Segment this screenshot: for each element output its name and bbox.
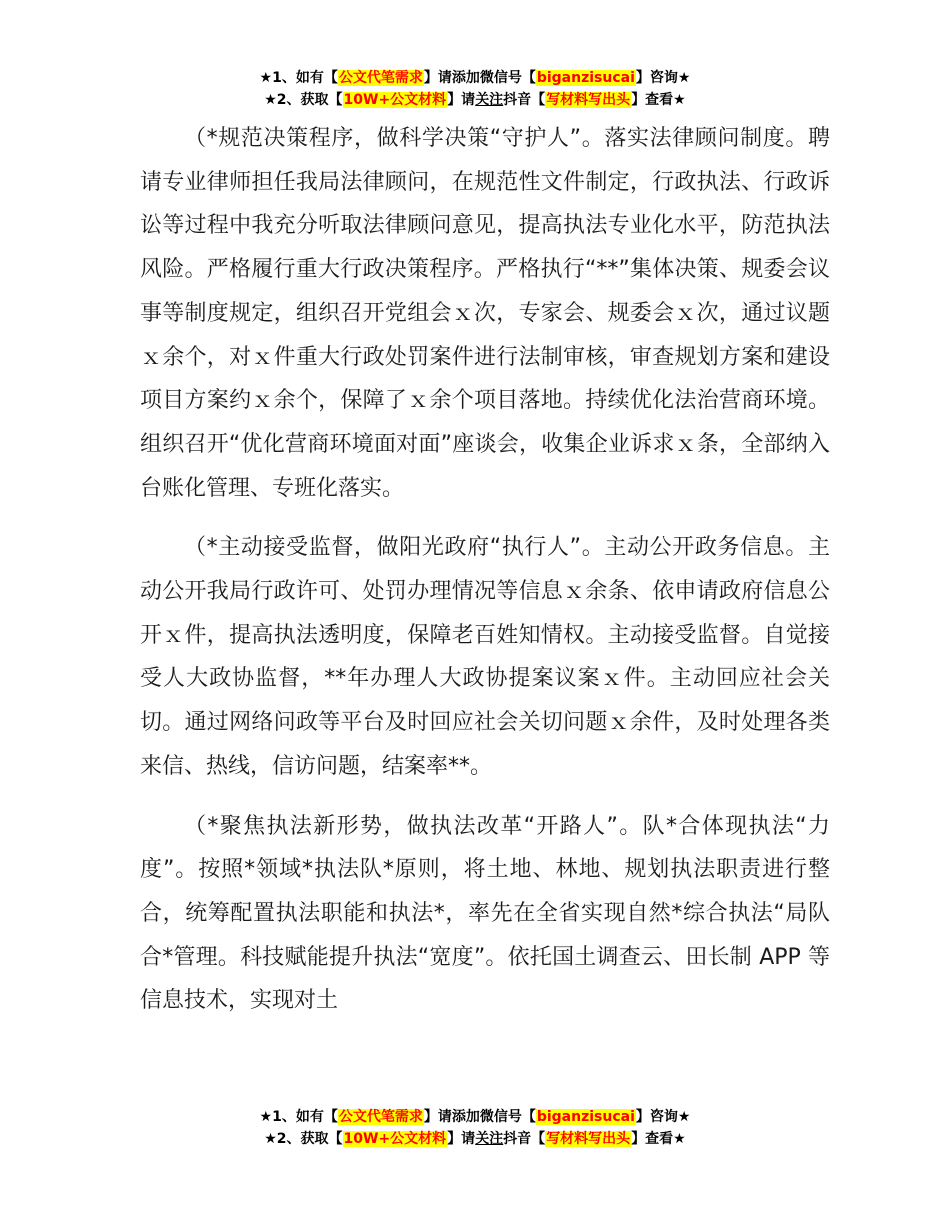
banner-text: 】请 [447, 92, 476, 108]
paragraph-enforcement-reform: （*聚焦执法新形势，做执法改革“开路人”。队*合体现执法“力度”。按照*领域*执法队*原则，将土地、林地、规划执法职责进行整合，统筹配置执法职能和执法*，率先在全省实现自然*综合执法“局队合*管理。科技赋能提升执法“宽度”。依托国土调查云、田长制 APP 等信息技术，实现对土 [140, 813, 830, 1014]
banner-text: 】查看★ [631, 92, 686, 108]
highlight-materials: 10W+公文材料 [343, 1131, 447, 1147]
banner-text: 】请添加微信号【 [423, 1109, 536, 1125]
highlight-wechat-id: biganzisucai [536, 1109, 635, 1125]
banner-line-1 [0, 1106, 950, 1128]
banner-text: 】请添加微信号【 [423, 70, 536, 86]
highlight-ghostwriting: 公文代笔需求 [338, 1109, 423, 1125]
bottom-banner [0, 1106, 950, 1150]
banner-text: 抖音【 [503, 1131, 546, 1147]
banner-follow-text: 关注 [475, 92, 504, 108]
highlight-wechat-id: biganzisucai [536, 70, 635, 86]
banner-text: 抖音【 [503, 92, 546, 108]
banner-text: ★2、获取【 [264, 92, 343, 108]
paragraph-accept-supervision: （*主动接受监督，做阳光政府“执行人”。主动公开政务信息。主动公开我局行政许可、处罚办理情况等信息ｘ余条、依申请政府信息公开ｘ件，提高执法透明度，保障老百姓知情权。主动接受监督。自觉接受人大政协监督，**年办理人大政协提案议案ｘ件。主动回应社会关切。通过网络问政等平台及时回应社会关切问题ｘ余件，及时处理各类来信、热线，信访问题，结案率**。 [140, 535, 830, 779]
highlight-materials: 10W+公文材料 [343, 92, 447, 108]
banner-line-1 [0, 67, 950, 89]
banner-text: ★1、如有【 [259, 70, 338, 86]
highlight-douyin-account: 写材料写出头 [546, 1131, 631, 1147]
banner-text: ★1、如有【 [259, 1109, 338, 1125]
banner-text: 】咨询★ [635, 1109, 691, 1125]
banner-text: 】请 [447, 1131, 476, 1147]
highlight-douyin-account: 写材料写出头 [546, 92, 631, 108]
banner-line-2 [0, 89, 950, 111]
document-body [140, 117, 830, 1023]
banner-text: 】查看★ [631, 1131, 686, 1147]
top-banner [0, 67, 950, 111]
paragraph-decision-procedure: （*规范决策程序，做科学决策“守护人”。落实法律顾问制度。聘请专业律师担任我局法律顾问，在规范性文件制定，行政执法、行政诉讼等过程中我充分听取法律顾问意见，提高执法专业化水平，防范执法风险。严格履行重大行政决策程序。严格执行“**”集体决策、规委会议事等制度规定，组织召开党组会ｘ次，专家会、规委会ｘ次，通过议题ｘ余个，对ｘ件重大行政处罚案件进行法制审核，审查规划方案和建设项目方案约ｘ余个，保障了ｘ余个项目落地。持续优化法治营商环境。组织召开“优化营商环境面对面”座谈会，收集企业诉求ｘ条，全部纳入台账化管理、专班化落实。 [140, 126, 830, 501]
banner-text: ★2、获取【 [264, 1131, 343, 1147]
banner-follow-text: 关注 [475, 1131, 504, 1147]
banner-text: 】咨询★ [635, 70, 691, 86]
highlight-ghostwriting: 公文代笔需求 [338, 70, 423, 86]
banner-line-2 [0, 1128, 950, 1150]
